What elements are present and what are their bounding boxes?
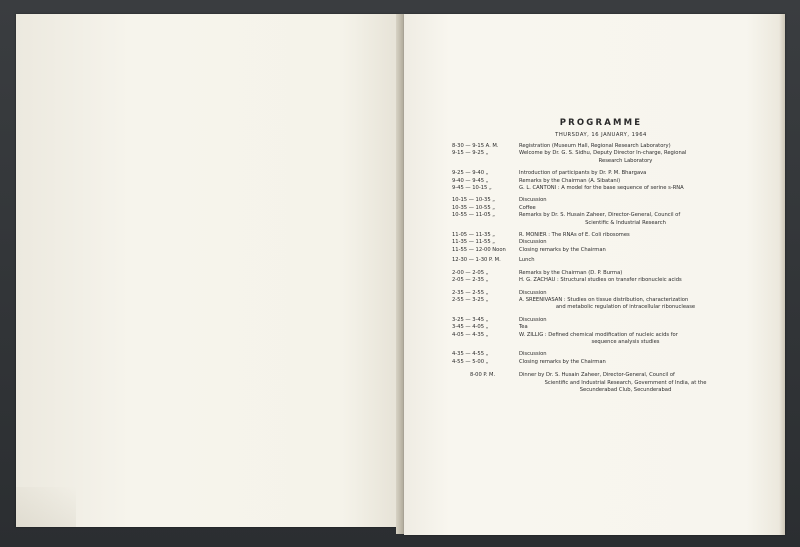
schedule-row	[452, 359, 732, 366]
schedule-row	[452, 212, 732, 227]
schedule-time: 11-35 — 11-55 „	[452, 239, 495, 246]
left-page	[16, 14, 400, 527]
schedule-desc	[519, 185, 732, 192]
desc-line: G. L. CANTONI : A model for the base sequence of serine s-RNA	[519, 185, 684, 192]
schedule-time: 2-05 — 2-35 „	[452, 277, 489, 284]
desc-line: Scientific and Industrial Research, Government of India, at the	[544, 379, 707, 386]
schedule-time: 9-40 — 9-45 „	[452, 177, 489, 184]
desc-line: Discussion	[519, 239, 547, 246]
schedule-time: 3-25 — 3-45 „	[452, 316, 489, 323]
schedule-time: 4-55 — 5-00 „	[452, 358, 489, 365]
schedule-row	[452, 143, 732, 150]
schedule-time: 11-55 — 12-00 Noon	[452, 246, 506, 253]
desc-line: Closing remarks by the Chairman	[519, 246, 606, 253]
schedule-row	[452, 178, 732, 185]
desc-line: Welcome by Dr. G. S. Sidhu, Deputy Director In-charge, Regional	[519, 150, 687, 157]
schedule-time: 10-15 — 10-35 „	[452, 197, 495, 204]
schedule-desc	[519, 239, 732, 246]
schedule-desc	[519, 290, 732, 297]
desc-line: Closing remarks by the Chairman	[519, 358, 606, 365]
schedule-row	[452, 351, 732, 358]
desc-line: Remarks by the Chairman (A. Sibatani)	[519, 177, 621, 184]
schedule-desc	[519, 359, 732, 366]
desc-line: Discussion	[519, 197, 547, 204]
desc-line: Coffee	[519, 204, 536, 211]
schedule-row	[452, 277, 732, 284]
programme-title: PROGRAMME	[559, 118, 643, 128]
desc-line: Discussion	[519, 289, 547, 296]
schedule-desc	[519, 257, 732, 264]
schedule-desc	[519, 212, 732, 227]
schedule-row	[452, 247, 732, 254]
schedule-time: 11-05 — 11-35 „	[452, 232, 495, 239]
schedule-time: 9-45 — 10-15 „	[452, 185, 492, 192]
schedule-desc	[519, 297, 732, 312]
desc-line: Dinner by Dr. S. Husain Zaheer, Director-General, Council of	[519, 372, 675, 379]
schedule-row	[452, 232, 732, 239]
schedule-row	[452, 332, 732, 347]
schedule-desc	[519, 372, 732, 394]
desc-line: Tea	[519, 324, 528, 331]
desc-line: A. SREENIVASAN : Studies on tissue distribution, characterization	[519, 296, 689, 303]
schedule-row	[452, 150, 732, 165]
schedule-desc	[519, 232, 732, 239]
schedule-desc	[519, 270, 732, 277]
schedule-time: 10-55 — 11-05 „	[452, 212, 495, 219]
programme-content	[452, 118, 732, 394]
schedule-row	[452, 317, 732, 324]
schedule-row	[452, 185, 732, 192]
schedule-time: 8-30 — 9-15 A. M.	[452, 143, 499, 149]
schedule-time: 2-55 — 3-25 „	[452, 296, 489, 303]
desc-line: H. G. ZACHAU : Structural studies on transfer ribonucleic acids	[519, 277, 682, 284]
schedule-row	[452, 170, 732, 177]
schedule-time: 3-45 — 4-05 „	[452, 324, 489, 331]
desc-line: Scientific & Industrial Research	[585, 219, 666, 226]
schedule-desc	[519, 247, 732, 254]
schedule-time: 2-35 — 2-55 „	[452, 289, 489, 296]
schedule-desc	[519, 205, 732, 212]
schedule-desc	[519, 197, 732, 204]
desc-line: Introduction of participants by Dr. P. M. Bhargava	[519, 170, 647, 177]
desc-line: sequence analysis studies	[591, 338, 660, 345]
schedule-time: 10-35 — 10-55 „	[452, 204, 495, 211]
schedule-desc	[519, 277, 732, 284]
schedule-desc	[519, 178, 732, 185]
schedule-time: 4-35 — 4-55 „	[452, 351, 489, 358]
programme-date: THURSDAY, 16 JANUARY, 1964	[555, 132, 647, 138]
schedule-time: 4-05 — 4-35 „	[452, 331, 489, 338]
desc-line: Registration (Museum Hall, Regional Research Laboratory)	[519, 143, 671, 149]
desc-line: Discussion	[519, 316, 547, 323]
schedule-row	[452, 239, 732, 246]
desc-line: R. MONIER : The RNAs of E. Coli ribosomes	[519, 232, 630, 239]
desc-line: Remarks by Dr. S. Husain Zaheer, Director-General, Council of	[519, 212, 681, 219]
desc-line: and metabolic regulation of intracellular ribonuclease	[555, 304, 696, 311]
desc-line: W. ZILLIG : Defined chemical modification of nucleic acids for	[519, 331, 678, 338]
schedule-time: 9-15 — 9-25 „	[452, 150, 489, 157]
schedule-row	[452, 205, 732, 212]
schedule-desc	[519, 143, 732, 150]
schedule-row	[452, 297, 732, 312]
schedule-row	[452, 290, 732, 297]
schedule-desc	[519, 170, 732, 177]
schedule-time: 2-00 — 2-05 „	[452, 269, 489, 276]
schedule-row	[452, 324, 732, 331]
desc-line: Lunch	[519, 257, 535, 264]
schedule-row	[452, 270, 732, 277]
schedule-desc	[519, 332, 732, 347]
schedule-desc	[519, 351, 732, 358]
schedule-desc	[519, 150, 732, 165]
desc-line: Research Laboratory	[598, 157, 653, 164]
schedule-row	[452, 372, 732, 394]
schedule-time: 8-00 P. M.	[470, 372, 496, 379]
schedule-desc	[519, 317, 732, 324]
desc-line: Secunderabad Club, Secunderabad	[579, 386, 672, 393]
schedule-time: 12-30 — 1-30 P. M.	[452, 257, 501, 264]
schedule-time: 9-25 — 9-40 „	[452, 170, 489, 177]
desc-line: Discussion	[519, 351, 547, 358]
schedule-row	[452, 197, 732, 204]
schedule-row	[452, 257, 732, 264]
desc-line: Remarks by the Chairman (D. P. Burma)	[519, 269, 623, 276]
schedule-desc	[519, 324, 732, 331]
